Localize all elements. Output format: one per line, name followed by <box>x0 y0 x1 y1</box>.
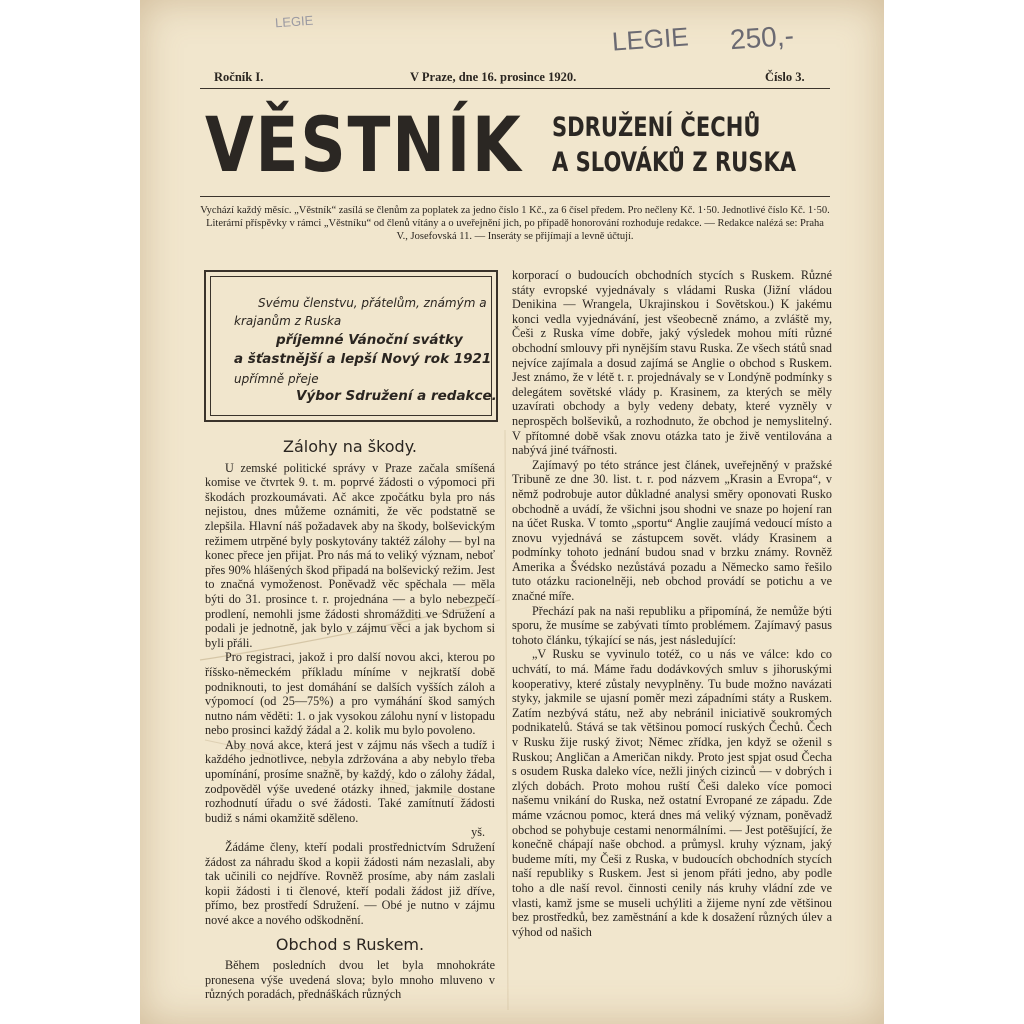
issue-date: V Praze, dne 16. prosince 1920. <box>410 70 577 84</box>
issue-number: Číslo 3. <box>765 70 805 84</box>
pencil-note-right-a: LEGIE <box>611 21 690 57</box>
masthead-rule <box>200 196 830 197</box>
subscription-notice: Vychází každý měsíc. „Věstník“ zasílá se členům za poplatek za jedno číslo 1 Kč., za 6 čísel předem. Pro nečleny Kč. 1·50. Jednotlivé číslo Kč. 1·50. Literární příspěvky v rámci „Věstníku“ od členů vítány a o uveřejnění jich, po případě honorování rozhoduje redakce. — Redakce nalézá se: Praha V., Josefovská 11. — Inseráty se přijímají a levně účtují. <box>200 205 830 242</box>
pencil-note-right-b: 250,- <box>728 19 795 56</box>
paragraph: Zajímavý po této stránce jest článek, uveřejněný v pražské Tribuně ze dne 30. list. t. r. pod názvem „Krasin a Evropa“, v němž podrobuje autor důkladné analysi směry oponovati Rusko obchodně a uvádí, že všichni jsou shodni ve snaze po hojení ran na účet Ruska. V tomto „sportu“ Anglie zaujímá vedoucí místo a znovu vyjednává se zástupcem sovět. vlády Krasinem a podmínky tohoto jednání budou snad v brzku známy. Rovněž Amerika a Švédsko nezůstává pozadu a Německo samo řešilo tuto otázku racionelněji, neb obchod provádí se potichu a ve značné míře. <box>512 457 832 604</box>
issue-volume: Ročník I. <box>214 70 264 84</box>
greeting-line-3: příjemné Vánoční svátky <box>276 332 463 348</box>
signature: yš. <box>471 825 485 840</box>
header-rule <box>200 88 830 89</box>
paragraph: Během posledních dvou let byla mnohokráte pronesena výše uvedená slova; bylo mnoho mluveno v různých poradách, přednáškách různých <box>205 958 495 1002</box>
left-column <box>205 437 495 1002</box>
masthead-title: VĚSTNÍK <box>205 100 523 189</box>
greeting-line-5: upřímně přeje <box>234 372 319 386</box>
right-column <box>512 268 832 939</box>
paragraph: Přechází pak na naši republiku a připomíná, že nemůže býti sporu, že musíme se zabývati tímto problémem. Zajímavý pasus tohoto článku, týkající se nás, jest následující: <box>512 603 832 647</box>
paragraph: korporací o budoucích obchodních stycích s Ruskem. Různé státy evropské vyjednávaly s vládami Ruska (Jižní vládou Denikina — Wrangela, Ukrajinskou i Sovětskou.) K jakému konci vedla vyjednávání, jest všeobecně známo, a zvláště my, Češi z Ruska víme dobře, jaký výsledek mohou míti různé obchodní smlouvy při nynějším stavu Ruska. Ze všech států snad nejvíce zajímala a dosud zajímá se Anglie o obchod s Ruskem. Jest známo, že v létě t. r. projednávaly se v Londýně podmínky s delegátem sovětské vlády p. Krasinem, za kterých se měly uzavírati obchody a byly vedeny debaty, které vyzněly v neprospěch bolševiků, a rozhodnuto, že obchod je nemyslitelný. V přítomné době však znovu otázka tato je živě ventilována a nabývá jiné tvářnosti. <box>512 268 832 458</box>
greeting-box <box>204 270 498 422</box>
greeting-line-2: krajanům z Ruska <box>234 314 342 328</box>
masthead-subtitle-1: SDRUŽENÍ ČECHŮ <box>552 112 761 143</box>
greeting-line-1: Svému členstvu, přátelům, známým a <box>258 296 487 310</box>
paragraph: Aby nová akce, která jest v zájmu nás všech a tudíž i každého jednotlivce, nebyla zdržována a aby nebylo třeba upomínání, prosíme snažně, by každý, kdo o zálohy žádal, zodpověděl výše uvedené otázky ihned, jakmile dostane rozhodnutí úřadu o své žádosti. Také zamítnutí žádosti budiž s námi okamžitě sděleno. <box>205 737 495 825</box>
article-heading-obchod: Obchod s Ruskem. <box>275 934 425 954</box>
masthead-subtitle-2: A SLOVÁKŮ Z RUSKA <box>552 147 797 178</box>
greeting-line-4: a šťastnější a lepší Nový rok 1921 <box>234 351 492 367</box>
paragraph: U zemské politické správy v Praze začala smíšená komise ve čtvrtek 9. t. m. poprvé žádosti o výpomoci při škodách prozkoumávati. Ač akce zpočátku byla pro nás nejistou, dnes můžeme oznámiti, že věc podstatně se zlepšila. Hlavní náš požadavek aby na škody, bolševickým režimem utrpěné byly poskytovány taktéž zálohy — byl na konec přece jen přijat. Pro nás má to veliký význam, neboť přes 90% hlášených škod připadá na bolševický režim. Jest to značná vymoženost. Poněvadž věc spěchala — měla býti do 31. prosince t. r. projednána — a bylo nebezpečí prodlení, nemohli jsme žádosti shromážditi ve Sdružení a podali je jednotně, jak bylo v zájmu věci a jak bychom si byli přáli. <box>205 460 495 650</box>
paragraph: Pro registraci, jakož i pro další novou akci, kterou po říšsko-německém příkladu míníme v nejkratší době podniknouti, to jest domáhání se dalších vyšších záloh a výpomocí (od 25—75%) a pro vymáhání škod samých nutno nám věděti: 1. o jak vysokou zálohu nyní v listopadu nebo prosinci každý žádal a 2. kolik mu bylo povoleno. <box>205 650 495 738</box>
pencil-note-left: LEGIE <box>274 12 314 31</box>
greeting-line-6: Výbor Sdružení a redakce. <box>296 388 497 404</box>
paragraph: Žádáme členy, kteří podali prostřednictvím Sdružení žádost za náhradu škod a kopii žádosti nám nezaslali, aby tak učinili co nejdříve. Rovněž prosíme, aby nám zaslali kopii žádosti i ti členové, kteří podali žádost již dříve, přímo, bez prostředí Sdružení. — Obé je nutno v zájmu nové akce a nového odškodnění. <box>205 840 495 927</box>
paragraph: „V Rusku se vyvinulo totéž, co u nás ve válce: kdo co uchvátí, to má. Máme řadu dodávkových smluv s jihoruskými kooperativy, které zůstaly nevyplněny. Tu bude možno navázati styky, jakmile se ujasní poměr mezi západními státy a Ruskem. Zatím nezbývá státu, než aby nebránil iniciativě soukromých podnikatelů. Stává se tak většinou pomocí ruských Čechů. Čech v Rusku žije ruský život; Němec zřídka, jen když se oženil s Ruskou; Angličan a Američan nikdy. Proto jest spjat osud Čecha s osudem Ruska daleko více, nežli jiných cizinců — v dobrých i zlých dobách. Proto mohou ruští Češi daleko více pomoci našemu vnikání do Ruska, než ostatní Evropané ze západu. Zde máme vzácnou pomoc, která dnes má veliký význam, poněvadž obchod se pohybuje cestami nenormálními. — Jest potěšující, že konečně chápají naše obchod. a průmysl. kruhy význam, jaký budeme míti, my Češi z Ruska, v budoucích obchodních stycích naší republiky s Ruskem. Jest si jenom přáti jedno, aby podle toho a dle naší revol. činnosti cenily nás kruhy vládní zde ve vlasti, kamž jsme se museli uchýliti a žijeme nyní zde většinou bez prostředků, bez zaměstnání a kde k dosažení různých úlev a výhod od našich <box>512 647 832 939</box>
article-heading-zalohy: Zálohy na škody. <box>283 437 417 456</box>
